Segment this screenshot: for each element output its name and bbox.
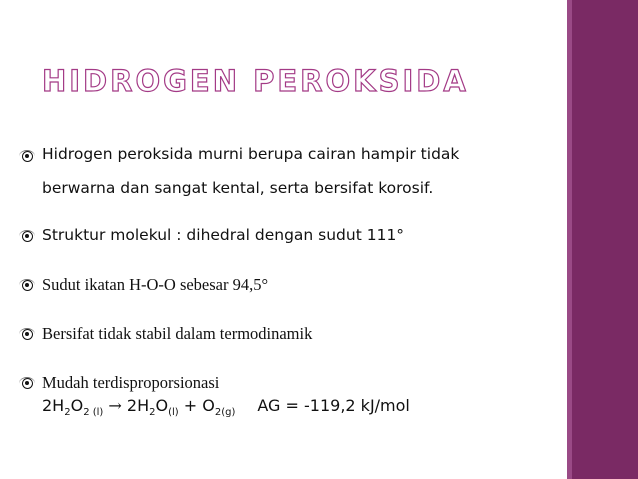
reactant-o: O [70, 396, 84, 415]
bullet-icon [22, 231, 33, 242]
bullet-1-line-2: berwarna dan sangat kental, serta bersifat korosif. [42, 179, 434, 197]
reactant-state: (l) [89, 407, 104, 419]
bullet-5-text: Mudah terdisproporsionasi [42, 373, 220, 392]
bullet-icon [22, 151, 33, 162]
bullet-1-line-1: Hidrogen peroksida murni berupa cairan hampir tidak [42, 145, 460, 163]
plus-sign: + [178, 396, 203, 415]
slide-title: HIDROGEN PEROKSIDA [42, 64, 469, 98]
reaction-equation [42, 396, 410, 418]
reaction-arrow: → [103, 396, 127, 415]
product-2-state: 2(g) [214, 407, 236, 419]
sidebar-stripe [567, 0, 572, 479]
product-1-state: (l) [168, 407, 179, 419]
bullet-2-text: Struktur molekul : dihedral dengan sudut 111° [42, 226, 405, 244]
energy-value: AG = -119,2 kJ/mol [257, 396, 410, 415]
bullet-icon [22, 378, 33, 389]
bullet-item-4 [22, 315, 562, 352]
reactant-h-subscript: 2 [64, 407, 71, 419]
product-2-o: O [202, 396, 215, 415]
product-1-h: 2H [126, 396, 150, 415]
product-1-o: O [155, 396, 169, 415]
bullet-item-2 [22, 217, 562, 254]
product-1-h-subscript: 2 [149, 407, 156, 419]
bullet-list [22, 137, 562, 401]
bullet-icon [22, 329, 33, 340]
reactant-h: 2H [42, 396, 65, 415]
bullet-item-3 [22, 266, 562, 303]
bullet-item-1 [22, 137, 562, 205]
bullet-icon [22, 280, 33, 291]
bullet-3-text: Sudut ikatan H-O-O sebesar 94,5° [42, 275, 269, 294]
bullet-4-text: Bersifat tidak stabil dalam termodinamik [42, 324, 313, 343]
slide-sidebar-accent [567, 0, 638, 479]
reactant-o-subscript: 2 [83, 407, 90, 419]
